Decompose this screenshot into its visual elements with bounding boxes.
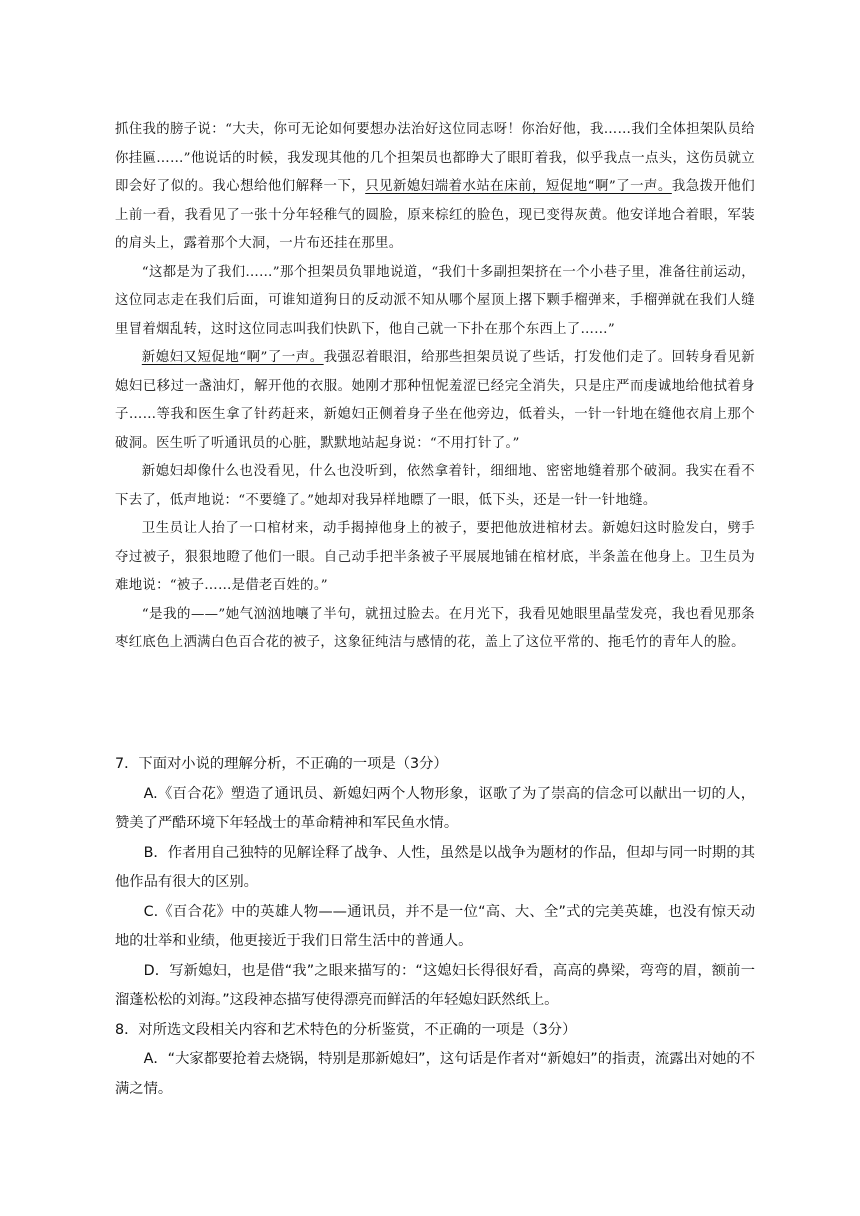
- paragraph-3: [115, 344, 755, 458]
- paragraph-6: “是我的——”她气汹汹地嚷了半句，就扭过脸去。在月光下，我看见她眼里晶莹发亮，我也看见那条枣红底色上洒满白色百合花的被子，这象征纯洁与感情的花，盖上了这位平常的、拖毛竹的青年人的脸。: [115, 606, 755, 650]
- option-d: D．写新媳妇，也是借“我”之眼来描写的：“这媳妇长得很好看，高高的鼻梁，弯弯的眉，额前一溜蓬松松的刘海。”这段神态描写使得漂亮而鲜活的年轻媳妇跃然纸上。: [115, 962, 755, 1008]
- option-c: C.《百合花》中的英雄人物——通讯员，并不是一位“高、大、全”式的完美英雄，也没有惊天动地的壮举和业绩，他更接近于我们日常生活中的普通人。: [115, 903, 755, 949]
- text-run: 抓住我的膀子说：“大夫，你可无论如何要想办法治好这位同志呀！你治好他，我……我们全体担架队员给你挂匾……”他说话的时候，我发现其他的几个担架员也都睁大了眼盯着我，似乎我点一点头，这伤员就立即会好了似的。我心想给他们解释一下，: [115, 122, 755, 194]
- text-run: 我急拨开他们上前一看，我看见了一张十分年轻稚气的圆脸，原来棕红的脸色，现已变得灰黄。他安详地合着眼，军装的肩头上，露着那个大洞，一片布还挂在那里。: [115, 179, 756, 251]
- text-run: 我强忍着眼泪，给那些担架员说了些话，打发他们走了。回转身看见新媳妇已移过一盏油灯，解开他的衣服。她刚才那种忸怩羞涩已经完全消失，只是庄严而虔诚地给他拭着身子……等我和医生拿了针药赶来，新媳妇正侧着身子坐在他旁边，低着头，一针一针地在缝他衣肩上那个破洞。医生听了听通讯员的心脏，默默地站起身说：“不用打针了。”: [115, 350, 755, 451]
- underlined-sentence: 只见新媳妇端着水站在床前，短促地“啊”了一声。: [365, 179, 672, 194]
- paragraph-4: 新媳妇却像什么也没看见，什么也没听到，依然拿着针，细细地、密密地缝着那个破洞。我实在看不下去了，低声地说：“不要缝了。”她却对我异样地瞟了一眼，低下头，还是一针一针地缝。: [115, 464, 755, 508]
- story-excerpt: [115, 116, 755, 658]
- option-b: B．作者用自己独特的见解诠释了战争、人性，虽然是以战争为题材的作品，但却与同一时期的其他作品有很大的区别。: [115, 844, 755, 890]
- option-a: A．“大家都要抢着去烧锅，特别是那新媳妇”，这句话是作者对“新媳妇”的指责，流露出对她的不满之情。: [115, 1051, 755, 1097]
- question-8: [115, 1016, 755, 1105]
- option-a: A.《百合花》塑造了通讯员、新媳妇两个人物形象，讴歌了为了崇高的信念可以献出一切的人，赞美了严酷环境下年轻战士的革命精神和军民鱼水情。: [115, 785, 755, 831]
- underlined-sentence: 新媳妇又短促地“啊”了一声。: [141, 350, 324, 365]
- question-section: [115, 750, 755, 1104]
- question-7: [115, 750, 755, 1016]
- paragraph-5: 卫生员让人抬了一口棺材来，动手揭掉他身上的被子，要把他放进棺材去。新媳妇这时脸发白，劈手夺过被子，狠狠地瞪了他们一眼。自己动手把半条被子平展展地铺在棺材底，半条盖在他身上。卫生员为难地说：“被子……是借老百姓的。”: [115, 521, 755, 593]
- paragraph-2: “这都是为了我们……”那个担架员负罪地说道，“我们十多副担架挤在一个小巷子里，准备往前运动，这位同志走在我们后面，可谁知道狗日的反动派不知从哪个屋顶上撂下颗手榴弹来，手榴弹就在我们人缝里冒着烟乱转，这时这位同志叫我们快趴下，他自己就一下扑在那个东西上了……”: [115, 264, 755, 337]
- question-stem: 8．对所选文段相关内容和艺术特色的分析鉴赏，不正确的一项是（3分）: [115, 1021, 577, 1038]
- paragraph-1: [115, 116, 755, 259]
- question-stem: 7．下面对小说的理解分析，不正确的一项是（3分）: [115, 756, 448, 772]
